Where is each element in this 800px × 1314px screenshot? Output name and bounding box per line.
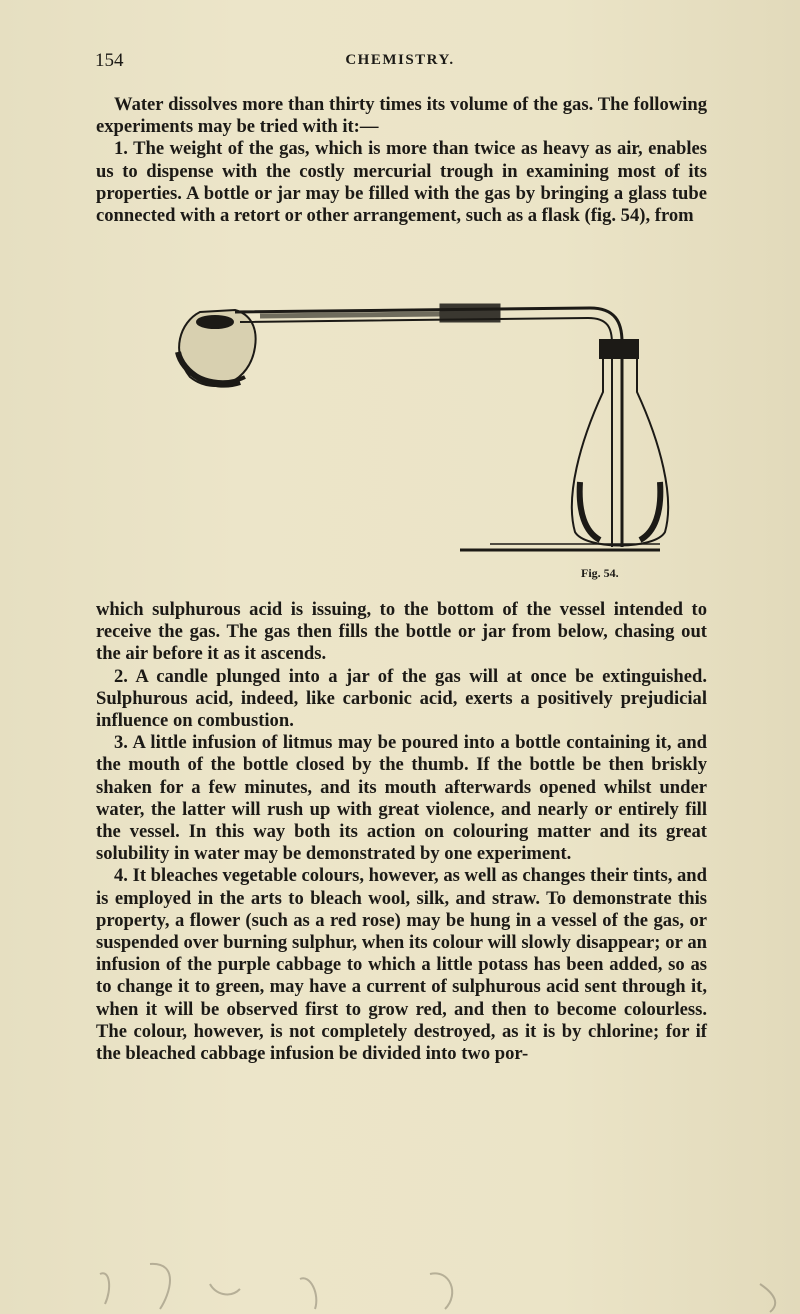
text-block-top	[96, 94, 707, 227]
bleed-through-marks	[0, 1254, 800, 1314]
paragraph: 3. A little infusion of litmus may be poured into a bottle containing it, and the mouth of the bottle closed by the thumb. If the bottle be then briskly shaken for a few minutes, and its mouth afterwards opened whilst under water, the latter will rush up with great violence, and nearly or entirely fill the vessel. In this way both its action on colouring matter and its great solubility in water may be demonstrated by one experiment.	[96, 732, 707, 865]
figure-flask-bottle	[160, 282, 720, 582]
page-header	[95, 50, 705, 76]
paragraph: 2. A candle plunged into a jar of the gas will at once be extinguished. Sulphurous acid, indeed, like carbonic acid, exerts a positively prejudicial influence on combustion.	[96, 665, 707, 732]
page-number: 154	[95, 50, 124, 71]
paragraph: which sulphurous acid is issuing, to the bottom of the vessel intended to receive the gas. The gas then fills the bottle or jar from below, chasing out the air before it as it ascends.	[96, 599, 707, 665]
paragraph: 4. It bleaches vegetable colours, however, as well as changes their tints, and is employed in the arts to bleach wool, silk, and straw. To demonstrate this property, a flower (such as a red rose) may be hung in a vessel of the gas, or suspended over burning sulphur, when its colour will slowly disappear; or an infusion of the purple cabbage to which a little potass has been added, so as to change it to green, may have a current of sulphurous acid sent through it, when it will be observed first to grow red, and then to become colourless. The colour, however, is not completely destroyed, as it is by chlorine; for if the bleached cabbage infusion be divided into two por-	[96, 865, 707, 1065]
flask-and-bottle-illustration	[160, 282, 720, 582]
paragraph: Water dissolves more than thirty times its volume of the gas. The following experiments may be tried with it:—	[96, 94, 707, 138]
text-block-bottom	[96, 599, 707, 1065]
receiving-bottle-drawing	[460, 340, 668, 550]
running-head: CHEMISTRY.	[345, 52, 455, 68]
figure-caption: Fig. 54.	[581, 566, 619, 580]
paragraph: 1. The weight of the gas, which is more than twice as heavy as air, enables us to dispense with the costly mercurial trough in examining most of its properties. A bottle or jar may be filled with the gas by bringing a glass tube connected with a retort or other arrangement, such as a flask (fig. 54), from	[96, 138, 707, 227]
glass-tube-drawing	[235, 304, 622, 547]
